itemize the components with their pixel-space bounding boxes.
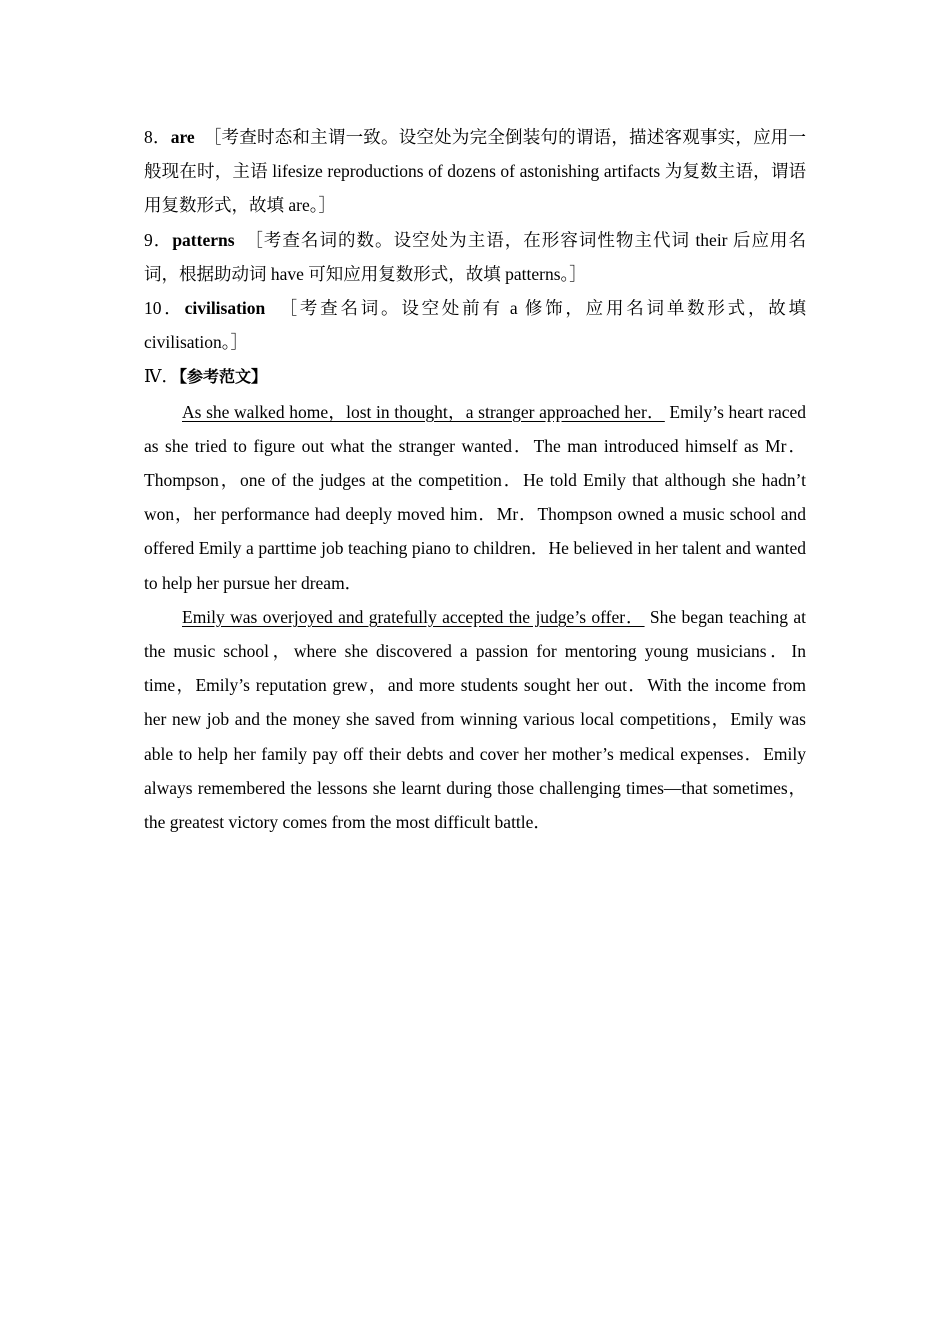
paragraph-body: She began teaching at the music school，where she discovered a passion for mentoring young musicians．In time，Emily’s reputation grew，and more students sought her out．With the income from her new job and the money she saved from winning various local competitions，Emily was able to help her family pay off their debts and cover her mother’s medical expenses．Emily always remembered the lessons she learnt during those challenging times—that sometimes，the greatest victory comes from the most difficult battle． — [144, 606, 806, 833]
paragraph-opening-sentence: As she walked home，lost in thought，a stranger approached her． — [182, 401, 665, 422]
item-answer: are — [170, 127, 195, 147]
section-heading — [144, 359, 806, 394]
section-numeral: Ⅳ． — [144, 366, 179, 387]
essay-paragraph-2 — [144, 600, 806, 839]
item-number: 8． — [144, 127, 171, 147]
answer-item-10 — [144, 291, 806, 359]
paragraph-opening-sentence: Emily was overjoyed and gratefully accepted the judge’s offer． — [182, 606, 645, 627]
item-explanation: ［考查时态和主谓一致。设空处为完全倒装句的谓语，描述客观事实，应用一般现在时，主语 lifesize reproductions of dozens of astonishing artifacts 为复数主语，谓语用复数形式，故填 are。］ — [144, 127, 807, 216]
item-answer: patterns — [172, 229, 235, 250]
item-number: 9． — [144, 229, 173, 250]
answer-item-8 — [144, 120, 806, 223]
answer-item-9 — [144, 223, 806, 291]
item-number: 10． — [144, 298, 185, 319]
answer-key-content — [144, 120, 806, 839]
item-explanation: ［考查名词的数。设空处为主语，在形容词性物主代词 their 后应用名词，根据助动词 have 可知应用复数形式，故填 patterns。］ — [144, 229, 806, 284]
essay-paragraph-1 — [144, 395, 806, 600]
item-explanation: ［考查名词。设空处前有 a 修饰，应用名词单数形式，故填 civilisation。］ — [144, 298, 807, 353]
paragraph-body: Emily’s heart raced as she tried to figure out what the stranger wanted．The man introduced himself as Mr．Thompson，one of the judges at the competition．He told Emily that although she hadn’t won，her performance had deeply moved him．Mr．Thompson owned a music school and offered Emily a parttime job teaching piano to children．He believed in her talent and wanted to help her pursue her dream． — [144, 401, 806, 593]
item-answer: civilisation — [184, 298, 266, 319]
section-title: 【参考范文】 — [178, 367, 267, 387]
